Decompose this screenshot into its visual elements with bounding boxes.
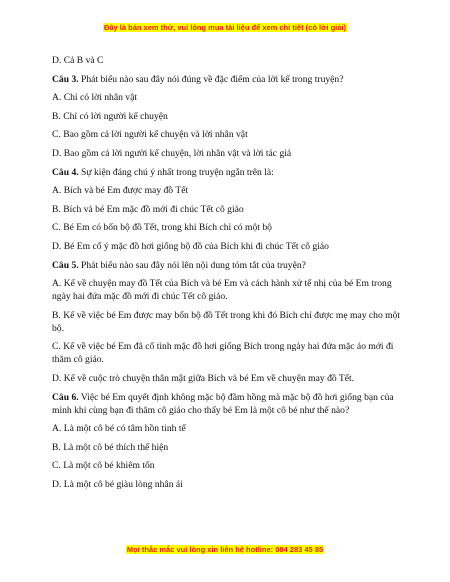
document-body xyxy=(52,54,407,496)
answer-option: D. Kể về cuộc trò chuyện thân mật giữa Bích và bé Em về chuyện may đồ Tết. xyxy=(52,372,355,384)
answer-option: A. Chỉ có lời nhân vật xyxy=(52,92,138,104)
answer-option: D. Cả B và C xyxy=(52,55,104,66)
answer-option: B. Là một cô bé thích thể hiện xyxy=(52,441,169,453)
question-label: Câu 5. xyxy=(52,259,79,271)
question-text: Phát biểu nào sau đây nói lên nội dung tóm tắt của truyện? xyxy=(78,259,306,271)
preview-notice-text: Đây là bản xem thử, vui lòng mua tài liệu để xem chi tiết (có lời giải) xyxy=(103,23,347,32)
question-label: Câu 4. xyxy=(52,166,79,178)
hotline-text: Mọi thắc mắc vui lòng xin liên hệ hotline: 084 283 45 85 xyxy=(126,545,324,554)
answer-option: C. Bao gồm cả lời người kể chuyện và lời nhân vật xyxy=(52,129,248,141)
answer-option: B. Bích và bé Em mặc đồ mới đi chúc Tết cô giáo xyxy=(52,203,244,215)
question-4 xyxy=(52,166,407,179)
question-3 xyxy=(52,73,407,86)
answer-option: C. Kể về việc bé Em đã cố tình mặc đồ hơi giống Bích trong ngày hai đứa mặc áo mới đi thăm cô giáo. xyxy=(52,341,394,366)
answer-option: C. Là một cô bé khiêm tốn xyxy=(52,460,155,472)
answer-option: B. Kể về việc bé Em được may bốn bộ đồ Tết trong khi đó Bích chỉ được mẹ may cho một bộ. xyxy=(52,309,401,334)
answer-option: D. Bé Em cố ý mặc đồ hơi giống bộ đồ của Bích khi đi chúc Tết cô giáo xyxy=(52,240,329,252)
question-6 xyxy=(52,391,407,417)
question-label: Câu 6. xyxy=(52,391,79,403)
question-text: Phát biểu nào sau đây nói đúng về đặc điểm của lời kể trong truyện? xyxy=(78,73,344,85)
question-5 xyxy=(52,259,407,272)
question-text: Việc bé Em quyết định không mặc bộ đầm hồng mà mặc bộ đồ hơi giống bạn của mình khi cùng bạn đi thăm cô giáo cho thấy bé Em là một cô bé như thế nào? xyxy=(52,391,394,416)
answer-option: D. Là một cô bé giàu lòng nhân ái xyxy=(52,478,183,490)
question-text: Sự kiện đáng chú ý nhất trong truyện ngắn trên là: xyxy=(78,166,274,178)
hotline-footer-banner xyxy=(0,545,450,554)
answer-option: D. Bao gồm cả lời người kể chuyện, lời nhân vật và lời tác giả xyxy=(52,147,292,159)
preview-notice-banner xyxy=(0,23,450,32)
answer-option: A. Là một cô bé có tâm hồn tinh tế xyxy=(52,423,186,435)
answer-option: C. Bé Em có bốn bộ đồ Tết, trong khi Bích chỉ có một bộ xyxy=(52,222,272,234)
question-label: Câu 3. xyxy=(52,73,79,85)
answer-option: A. Kể về chuyện may đồ Tết của Bích và bé Em và cách hành xử tế nhị của bé Em trong ngày hai đứa mặc đồ mới đi chúc Tết cô giáo. xyxy=(52,278,392,303)
answer-option: A. Bích và bé Em được may đồ Tết xyxy=(52,185,189,197)
answer-option: B. Chỉ có lời người kể chuyện xyxy=(52,110,168,122)
